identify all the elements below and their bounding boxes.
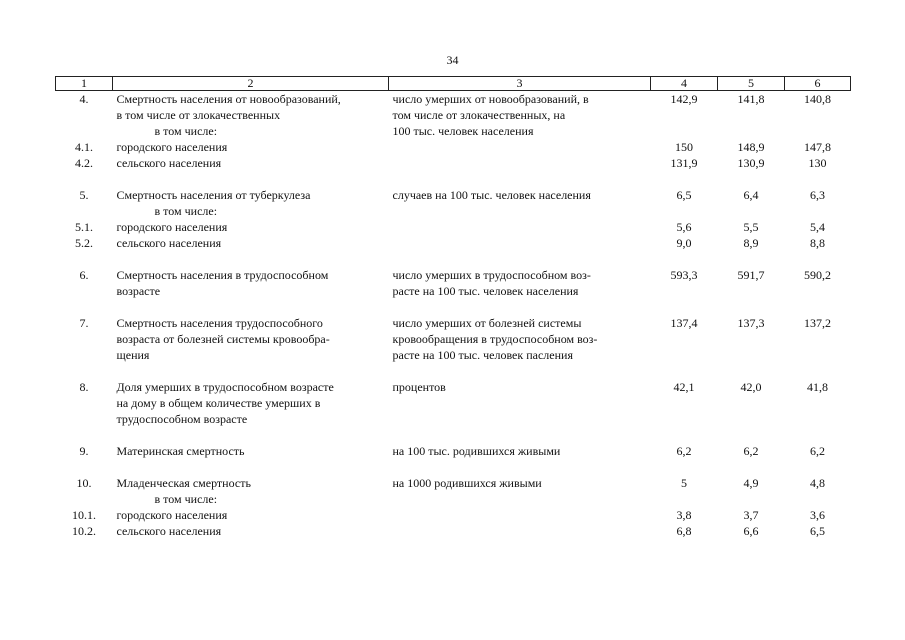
table-row xyxy=(56,187,851,203)
table-row xyxy=(56,523,851,539)
including-label: в том числе: xyxy=(154,492,218,506)
text-line: число умерших от новообразований, в xyxy=(392,92,589,106)
value-col-5: 6,2 xyxy=(743,444,759,458)
value-col-4: 593,3 xyxy=(670,268,698,282)
text-line: трудоспособном возрасте xyxy=(116,412,248,426)
header-col-6: 6 xyxy=(785,77,851,91)
table-row xyxy=(56,491,851,507)
header-col-5: 5 xyxy=(718,77,785,91)
value-col-4: 6,8 xyxy=(676,524,692,538)
indicator-name: сельского населения xyxy=(116,156,222,170)
indicator-name: Смертность населения от туберкулеза xyxy=(116,188,311,202)
including-label: в том числе: xyxy=(154,204,218,218)
table-row xyxy=(56,139,851,155)
text-line: на дому в общем количестве умерших в xyxy=(116,396,321,410)
value-col-6: 140,8 xyxy=(804,92,831,106)
unit: на 100 тыс. родившихся живыми xyxy=(392,444,561,458)
indicator-name: городского населения xyxy=(116,220,228,234)
indicator-name: городского населения xyxy=(116,508,228,522)
row-number: 4. xyxy=(79,92,89,106)
page-number: 34 xyxy=(446,53,459,67)
text-line: возрасте xyxy=(116,284,161,298)
text-line: 100 тыс. человек населения xyxy=(392,124,534,138)
text-line: число умерших от болезней системы xyxy=(392,316,582,330)
indicator-name: сельского населения xyxy=(116,524,222,538)
text-line: щения xyxy=(116,348,150,362)
row-number: 9. xyxy=(79,444,89,458)
row-number: 4.1. xyxy=(75,140,93,154)
value-col-5: 148,9 xyxy=(737,140,765,154)
unit: на 1000 родившихся живыми xyxy=(392,476,542,490)
row-number: 5.2. xyxy=(75,236,93,250)
unit: процентов xyxy=(392,380,446,394)
text-line: Смертность населения от новообразований, xyxy=(116,92,341,106)
value-col-4: 9,0 xyxy=(676,236,692,250)
value-col-4: 150 xyxy=(675,140,693,154)
value-col-4: 142,9 xyxy=(670,92,698,106)
value-col-6: 137,2 xyxy=(804,316,831,330)
value-col-6: 130 xyxy=(808,156,827,170)
table-row xyxy=(56,379,851,427)
table-row xyxy=(56,443,851,459)
row-number: 4.2. xyxy=(75,156,93,170)
value-col-6: 6,3 xyxy=(810,188,825,202)
text-line: расте на 100 тыс. человек пасления xyxy=(392,348,573,362)
value-col-6: 5,4 xyxy=(810,220,825,234)
text-line: Смертность населения в трудоспособном xyxy=(116,268,329,282)
row-number: 10.1. xyxy=(72,508,96,522)
value-col-4: 5 xyxy=(681,476,687,490)
value-col-5: 6,4 xyxy=(743,188,759,202)
value-col-6: 41,8 xyxy=(807,380,828,394)
value-col-5: 5,5 xyxy=(743,220,759,234)
table-row xyxy=(56,475,851,491)
text-line: возраста от болезней системы кровообра- xyxy=(116,332,330,346)
indicator-name xyxy=(113,379,389,427)
value-col-5: 42,0 xyxy=(740,380,762,394)
table-row xyxy=(56,155,851,171)
indicators-table: 1 2 3 4 5 6 4. Смертность населения от новообразований, в том числе от злокачественных число умерших от новообразований, в том числе от злокачественных, на 100 тыс. человек населения 142,9 141,8 140,8 в том числе: 4.1. городского населения 150 148,9 147,8 4.2. сельского населения 131,9 130,9 130 5. Смертность населения от туберкулеза случаев на 100 тыс. человек населения 6,5 6,4 6,3 в том числе: 5.1. городского населения 5,6 5,5 5,4 5.2. сельского населения 9,0 8,9 8,8 6. Смертность населения в трудоспособном возрасте число умерших в трудоспособном воз- расте на 100 тыс. человек населения 593,3 591,7 590,2 7. Смертность населения трудоспособного возраста от болезней системы кровообра- щения число умерших от болезней системы кровообращения в трудоспособном воз- расте на 100 тыс. человек пасления 137,4 137,3 137,2 8. Доля умерших в трудоспособном возрасте на дому в общем количестве умерших в трудоспособном возрасте процентов 42,1 42,0 41,8 9. Материнская смертность на 100 тыс. родившихся живыми 6,2 6,2 6,2 10. Младенческая смертность на 1000 родившихся живыми 5 4,9 4,8 в том числе: 10.1. городского населения 3,8 3,7 3,6 10.2. сельского населения 6,8 6,6 6,5 xyxy=(55,76,851,539)
value-col-4: 5,6 xyxy=(676,220,692,234)
header-col-2: 2 xyxy=(113,77,389,91)
row-number: 5.1. xyxy=(75,220,93,234)
value-col-5: 591,7 xyxy=(737,268,765,282)
value-col-6: 147,8 xyxy=(804,140,831,154)
value-col-4: 6,5 xyxy=(676,188,692,202)
value-col-5: 4,9 xyxy=(743,476,759,490)
table-row xyxy=(56,267,851,299)
value-col-4: 42,1 xyxy=(673,380,695,394)
text-line: том числе от злокачественных, на xyxy=(392,108,566,122)
table-header xyxy=(56,77,851,91)
value-col-6: 6,5 xyxy=(810,524,825,538)
unit xyxy=(389,315,651,363)
row-number: 10.2. xyxy=(72,524,96,538)
text-line: число умерших в трудоспособном воз- xyxy=(392,268,591,282)
row-number: 10. xyxy=(76,476,92,490)
table-row xyxy=(56,507,851,523)
value-col-4: 131,9 xyxy=(670,156,698,170)
value-col-5: 141,8 xyxy=(737,92,765,106)
value-col-6: 4,8 xyxy=(810,476,825,490)
value-col-4: 6,2 xyxy=(676,444,692,458)
value-col-5: 8,9 xyxy=(743,236,759,250)
header-col-1: 1 xyxy=(56,77,113,91)
unit: случаев на 100 тыс. человек населения xyxy=(392,188,591,202)
value-col-5: 6,6 xyxy=(743,524,759,538)
value-col-6: 3,6 xyxy=(810,508,825,522)
text-line: Смертность населения трудоспособного xyxy=(116,316,323,330)
text-line: кровообращения в трудоспособном воз- xyxy=(392,332,598,346)
indicator-name xyxy=(113,267,389,299)
indicator-name xyxy=(113,315,389,363)
indicator-name: Материнская смертность xyxy=(116,444,245,458)
row-number: 7. xyxy=(79,316,89,330)
indicator-name: сельского населения xyxy=(116,236,222,250)
unit xyxy=(389,91,651,140)
value-col-6: 590,2 xyxy=(804,268,831,282)
text-line: в том числе от злокачественных xyxy=(116,108,281,122)
value-col-4: 137,4 xyxy=(670,316,698,330)
header-col-4: 4 xyxy=(651,77,718,91)
value-col-5: 137,3 xyxy=(737,316,765,330)
table-row xyxy=(56,235,851,251)
indicator-name: городского населения xyxy=(116,140,228,154)
row-number: 6. xyxy=(79,268,89,282)
table-row xyxy=(56,203,851,219)
header-col-3: 3 xyxy=(389,77,651,91)
text-line: Доля умерших в трудоспособном возрасте xyxy=(116,380,334,394)
value-col-5: 130,9 xyxy=(737,156,765,170)
value-col-6: 8,8 xyxy=(810,236,825,250)
text-line: расте на 100 тыс. человек населения xyxy=(392,284,579,298)
row-number: 5. xyxy=(79,188,89,202)
unit xyxy=(389,267,651,299)
table-row xyxy=(56,315,851,363)
value-col-6: 6,2 xyxy=(810,444,825,458)
table-row xyxy=(56,219,851,235)
value-col-5: 3,7 xyxy=(743,508,759,522)
indicator-name: Младенческая смертность xyxy=(116,476,251,490)
row-number: 8. xyxy=(79,380,89,394)
value-col-4: 3,8 xyxy=(676,508,692,522)
